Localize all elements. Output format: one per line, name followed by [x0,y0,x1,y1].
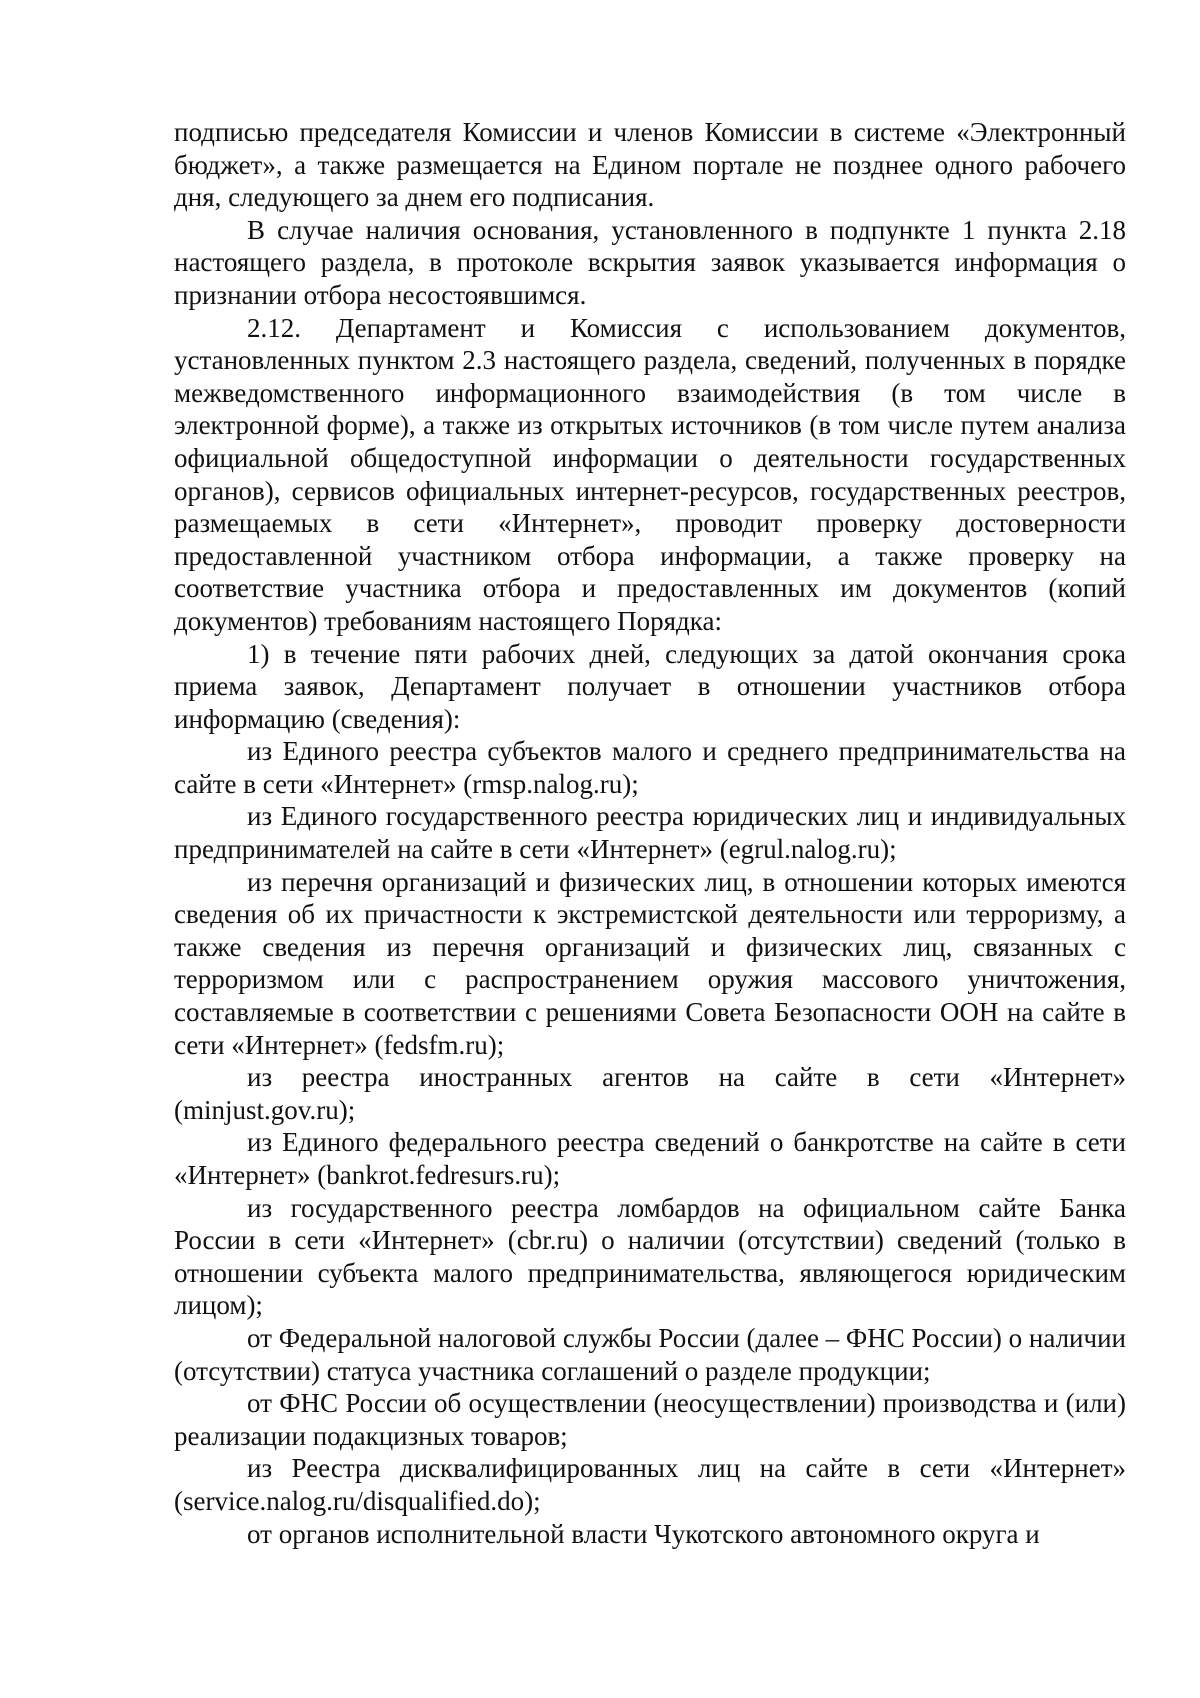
paragraph-subclause-1: 1) в течение пяти рабочих дней, следующих за датой окончания срока приема заявок, Департамент получает в отношении участников отбора информацию (сведения): [174,638,1126,734]
paragraph-clause-2-12: 2.12. Департамент и Комиссия с использованием документов, установленных пунктом 2.3 настоящего раздела, сведений, полученных в порядке межведомственного информационного взаимодействия (в том числе в электронной форме), а также из открытых источников (в том числе путем анализа официальной общедоступной информации о деятельности государственных органов), сервисов официальных интернет-ресурсов, государственных реестров, размещаемых в сети «Интернет», проводит проверку достоверности предоставленной участником отбора информации, а также проверку на соответствие участника отбора и предоставленных им документов (копий документов) требованиям настоящего Порядка: [174,312,1126,636]
paragraph-egrul-registry: из Единого государственного реестра юридических лиц и индивидуальных предпринимателей на сайте в сети «Интернет» (egrul.nalog.ru); [174,801,1126,865]
paragraph-executive-bodies: от органов исполнительной власти Чукотского автономного округа и [247,1518,1040,1549]
paragraph-bankruptcy-registry: из Единого федерального реестра сведений о банкротстве на сайте в сети «Интернет» (bankrot.fedresurs.ru); [174,1127,1126,1190]
document-body [174,116,1126,1550]
paragraph-disqualified-registry: из Реестра дисквалифицированных лиц на сайте в сети «Интернет» (service.nalog.ru/disqualified.do); [174,1453,1126,1516]
paragraph-rmsp-registry: из Единого реестра субъектов малого и среднего предпринимательства на сайте в сети «Интернет» (rmsp.nalog.ru); [174,736,1126,799]
paragraph-pawnshop-registry: из государственного реестра ломбардов на официальном сайте Банка России в сети «Интернет» (cbr.ru) о наличии (отсутствии) сведений (только в отношении субъекта малого предпринимательства, являющегося юридическим лицом); [174,1192,1126,1321]
paragraph-protocol-info: В случае наличия основания, установленного в подпункте 1 пункта 2.18 настоящего раздела, в протоколе вскрытия заявок указывается информация о признании отбора несостоявшимся. [174,214,1126,310]
paragraph-fns-psa-status: от Федеральной налоговой службы России (далее – ФНС России) о наличии (отсутствии) статуса участника соглашений о разделе продукции; [174,1322,1126,1386]
paragraph-fns-excise: от ФНС России об осуществлении (неосуществлении) производства и (или) реализации подакцизных товаров; [174,1388,1126,1451]
paragraph-continuation: подписью председателя Комиссии и членов Комиссии в системе «Электронный бюджет», а также размещается на Едином портале не позднее одного рабочего дня, следующего за днем его подписания. [174,117,1126,213]
paragraph-fedsfm-list: из перечня организаций и физических лиц, в отношении которых имеются сведения об их причастности к экстремистской деятельности или терроризму, а также сведения из перечня организаций и физических лиц, связанных с терроризмом или с распространением оружия массового уничтожения, составляемые в соответствии с решениями Совета Безопасности ООН на сайте в сети «Интернет» (fedsfm.ru); [174,866,1126,1060]
paragraph-foreign-agents: из реестра иностранных агентов на сайте в сети «Интернет» (minjust.gov.ru); [174,1062,1126,1125]
